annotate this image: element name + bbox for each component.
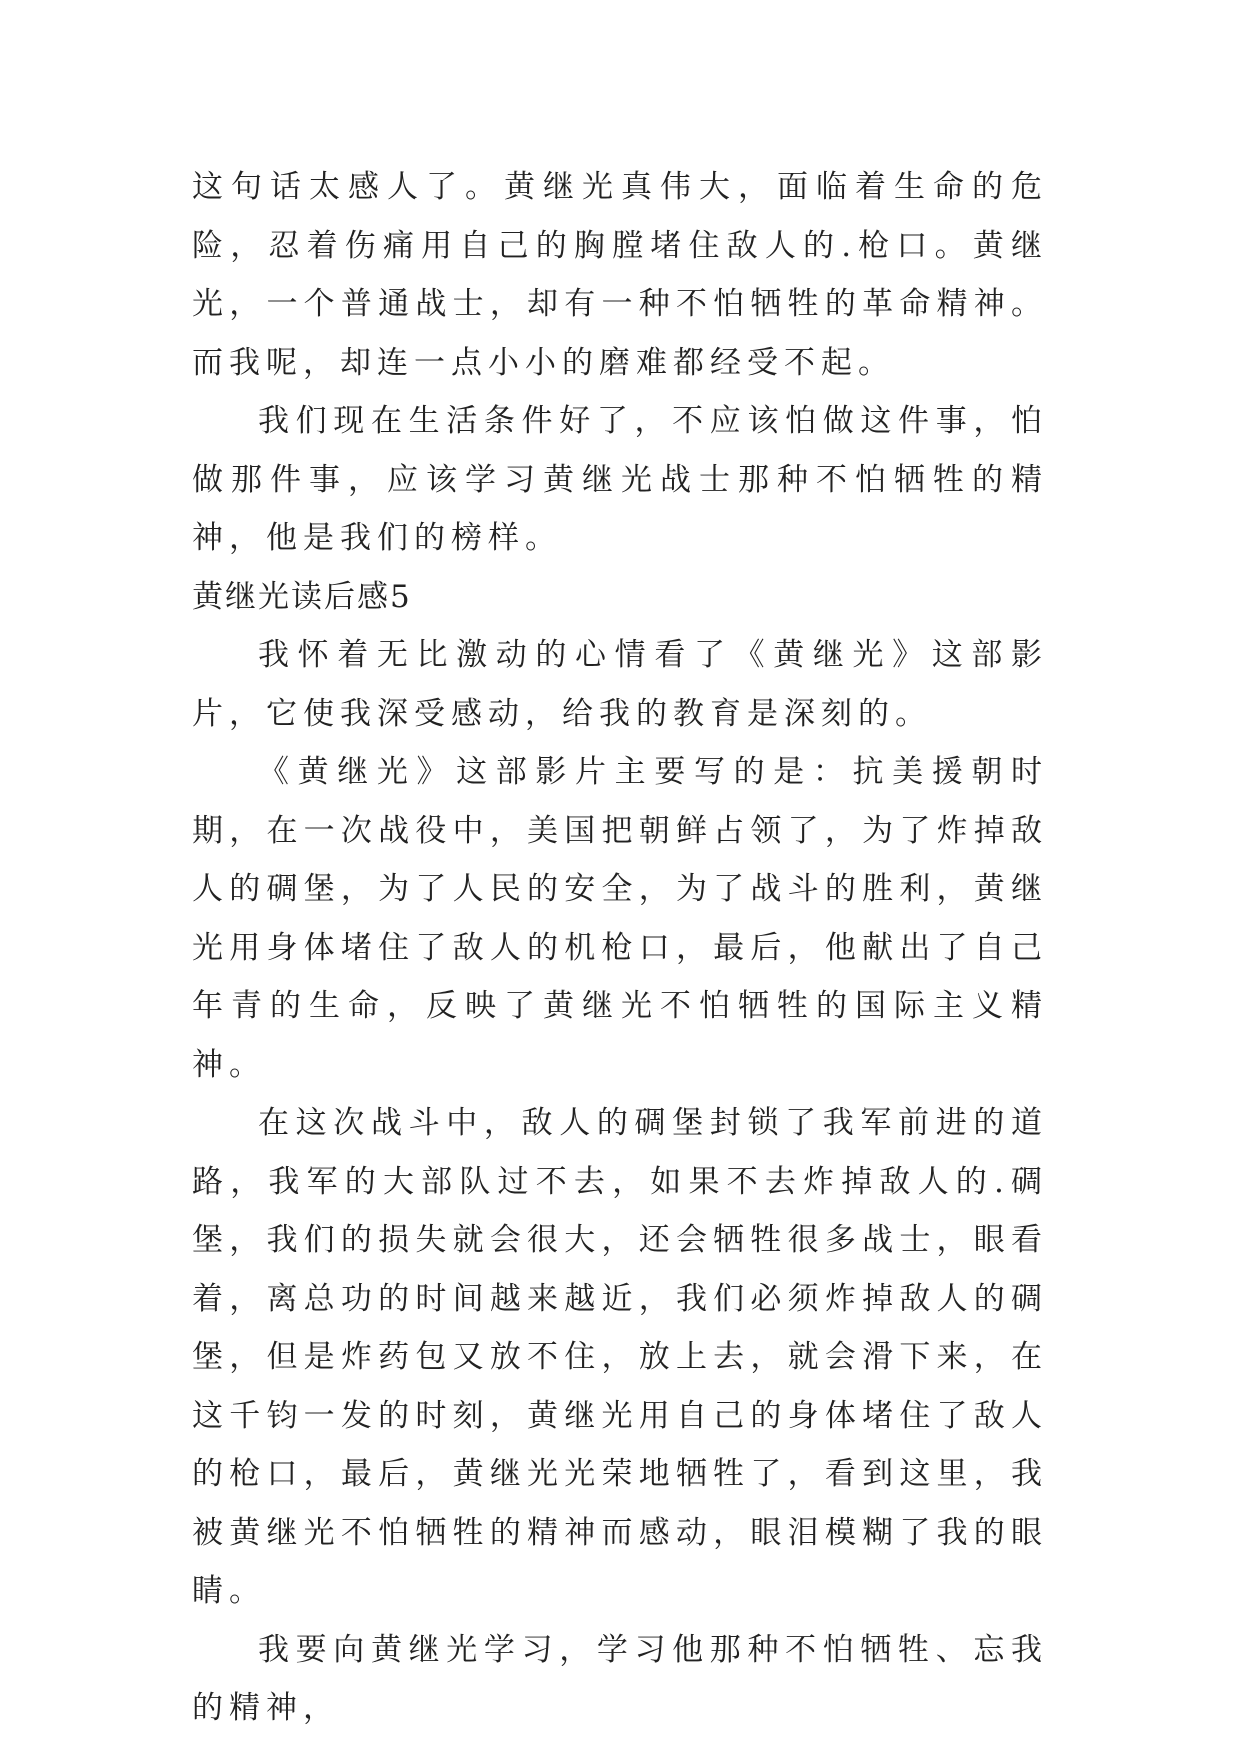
paragraph: 我怀着无比激动的心情看了《黄继光》这部影片，它使我深受感动，给我的教育是深刻的。 (192, 637, 1048, 732)
paragraph: 我要向黄继光学习，学习他那种不怕牺牲、忘我的精神， (192, 1631, 1048, 1726)
paragraph: 《黄继光》这部影片主要写的是：抗美援朝时期，在一次战役中，美国把朝鲜占领了，为了炸掉敌人的碉堡，为了人民的安全，为了战斗的胜利，黄继光用身体堵住了敌人的机枪口，最后，他献出了自己年青的生命，反映了黄继光不怕牺牲的国际主义精神。 (192, 754, 1048, 1083)
section-heading: 黄继光读后感5 (192, 578, 412, 615)
paragraph: 我们现在生活条件好了，不应该怕做这件事，怕做那件事，应该学习黄继光战士那种不怕牺牲的精神，他是我们的榜样。 (192, 403, 1048, 556)
paragraph: 在这次战斗中，敌人的碉堡封锁了我军前进的道路，我军的大部队过不去，如果不去炸掉敌人的.碉堡，我们的损失就会很大，还会牺牲很多战士，眼看着，离总功的时间越来越近，我们必须炸掉敌人的碉堡，但是炸药包又放不住，放上去，就会滑下来，在这千钧一发的时刻，黄继光用自己的身体堵住了敌人的枪口，最后，黄继光光荣地牺牲了，看到这里，我被黄继光不怕牺牲的精神而感动，眼泪模糊了我的眼睛。 (192, 1105, 1048, 1609)
paragraph: 这句话太感人了。黄继光真伟大，面临着生命的危险，忍着伤痛用自己的胸膛堵住敌人的.枪口。黄继光，一个普通战士，却有一种不怕牺牲的革命精神。而我呢，却连一点小小的磨难都经受不起。 (192, 169, 1048, 381)
document-body (192, 158, 1048, 1738)
